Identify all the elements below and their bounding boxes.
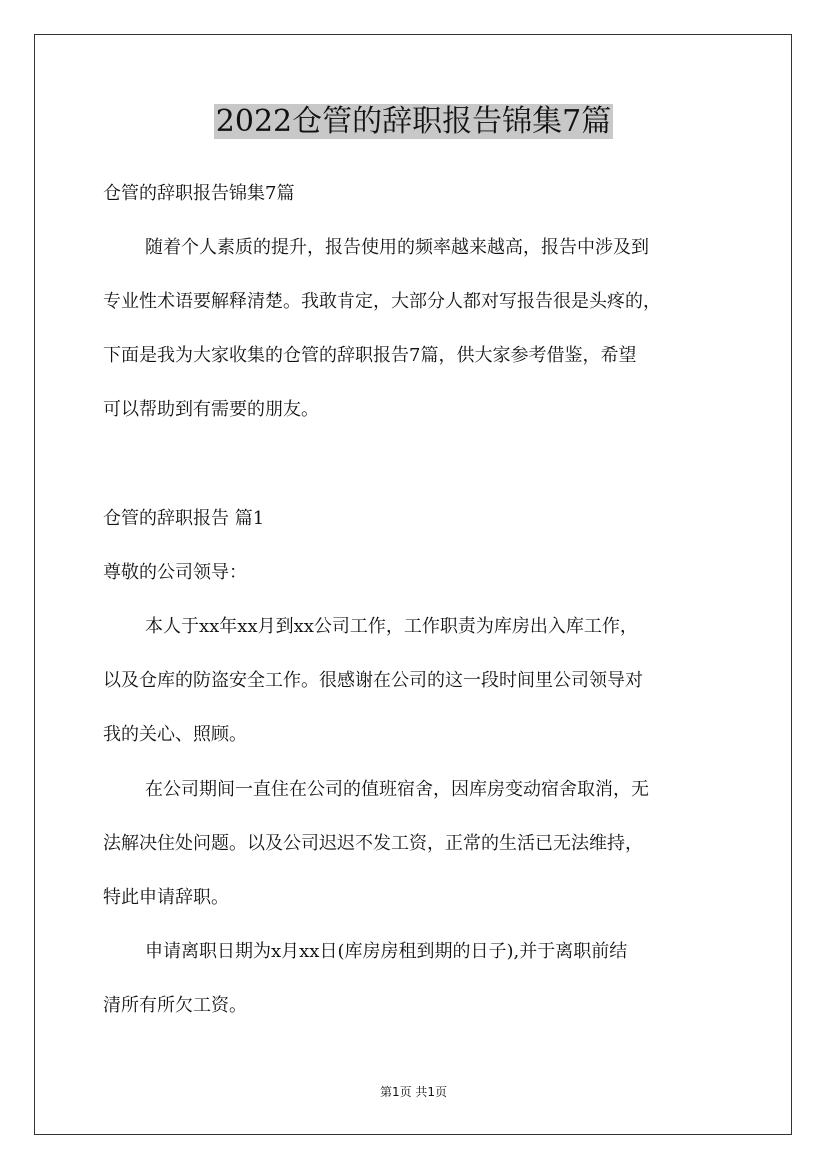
para2-line-3: 特此申请辞职。: [103, 887, 229, 908]
section-heading: 仓管的辞职报告 篇1: [103, 508, 265, 529]
page-number-footer: 第1页 共1页: [379, 1085, 448, 1099]
intro-line-2: 专业性术语要解释清楚。我敢肯定，大部分人都对写报告很是头疼的，: [103, 291, 661, 312]
document-subtitle: 仓管的辞职报告锦集7篇: [103, 183, 295, 204]
para1-line-1: 本人于xx年xx月到xx公司工作，工作职责为库房出入库工作，: [145, 616, 638, 637]
para1-line-3: 我的关心、照顾。: [103, 724, 247, 745]
para2-line-1: 在公司期间一直住在公司的值班宿舍，因库房变动宿舍取消，无: [145, 779, 649, 800]
para3-line-1: 申请离职日期为x月xx日(库房房租到期的日子),并于离职前结: [145, 941, 628, 962]
intro-line-3: 下面是我为大家收集的仓管的辞职报告7篇，供大家参考借鉴，希望: [103, 345, 637, 366]
intro-line-4: 可以帮助到有需要的朋友。: [103, 399, 319, 420]
document-title: 2022仓管的辞职报告锦集7篇: [215, 104, 612, 139]
para3-line-2: 清所有所欠工资。: [103, 995, 247, 1016]
salutation: 尊敬的公司领导：: [103, 562, 247, 583]
para2-line-2: 法解决住处问题。以及公司迟迟不发工资，正常的生活已无法维持，: [103, 833, 643, 854]
intro-line-1: 随着个人素质的提升，报告使用的频率越来越高，报告中涉及到: [145, 237, 649, 258]
para1-line-2: 以及仓库的防盗安全工作。很感谢在公司的这一段时间里公司领导对: [103, 670, 643, 691]
